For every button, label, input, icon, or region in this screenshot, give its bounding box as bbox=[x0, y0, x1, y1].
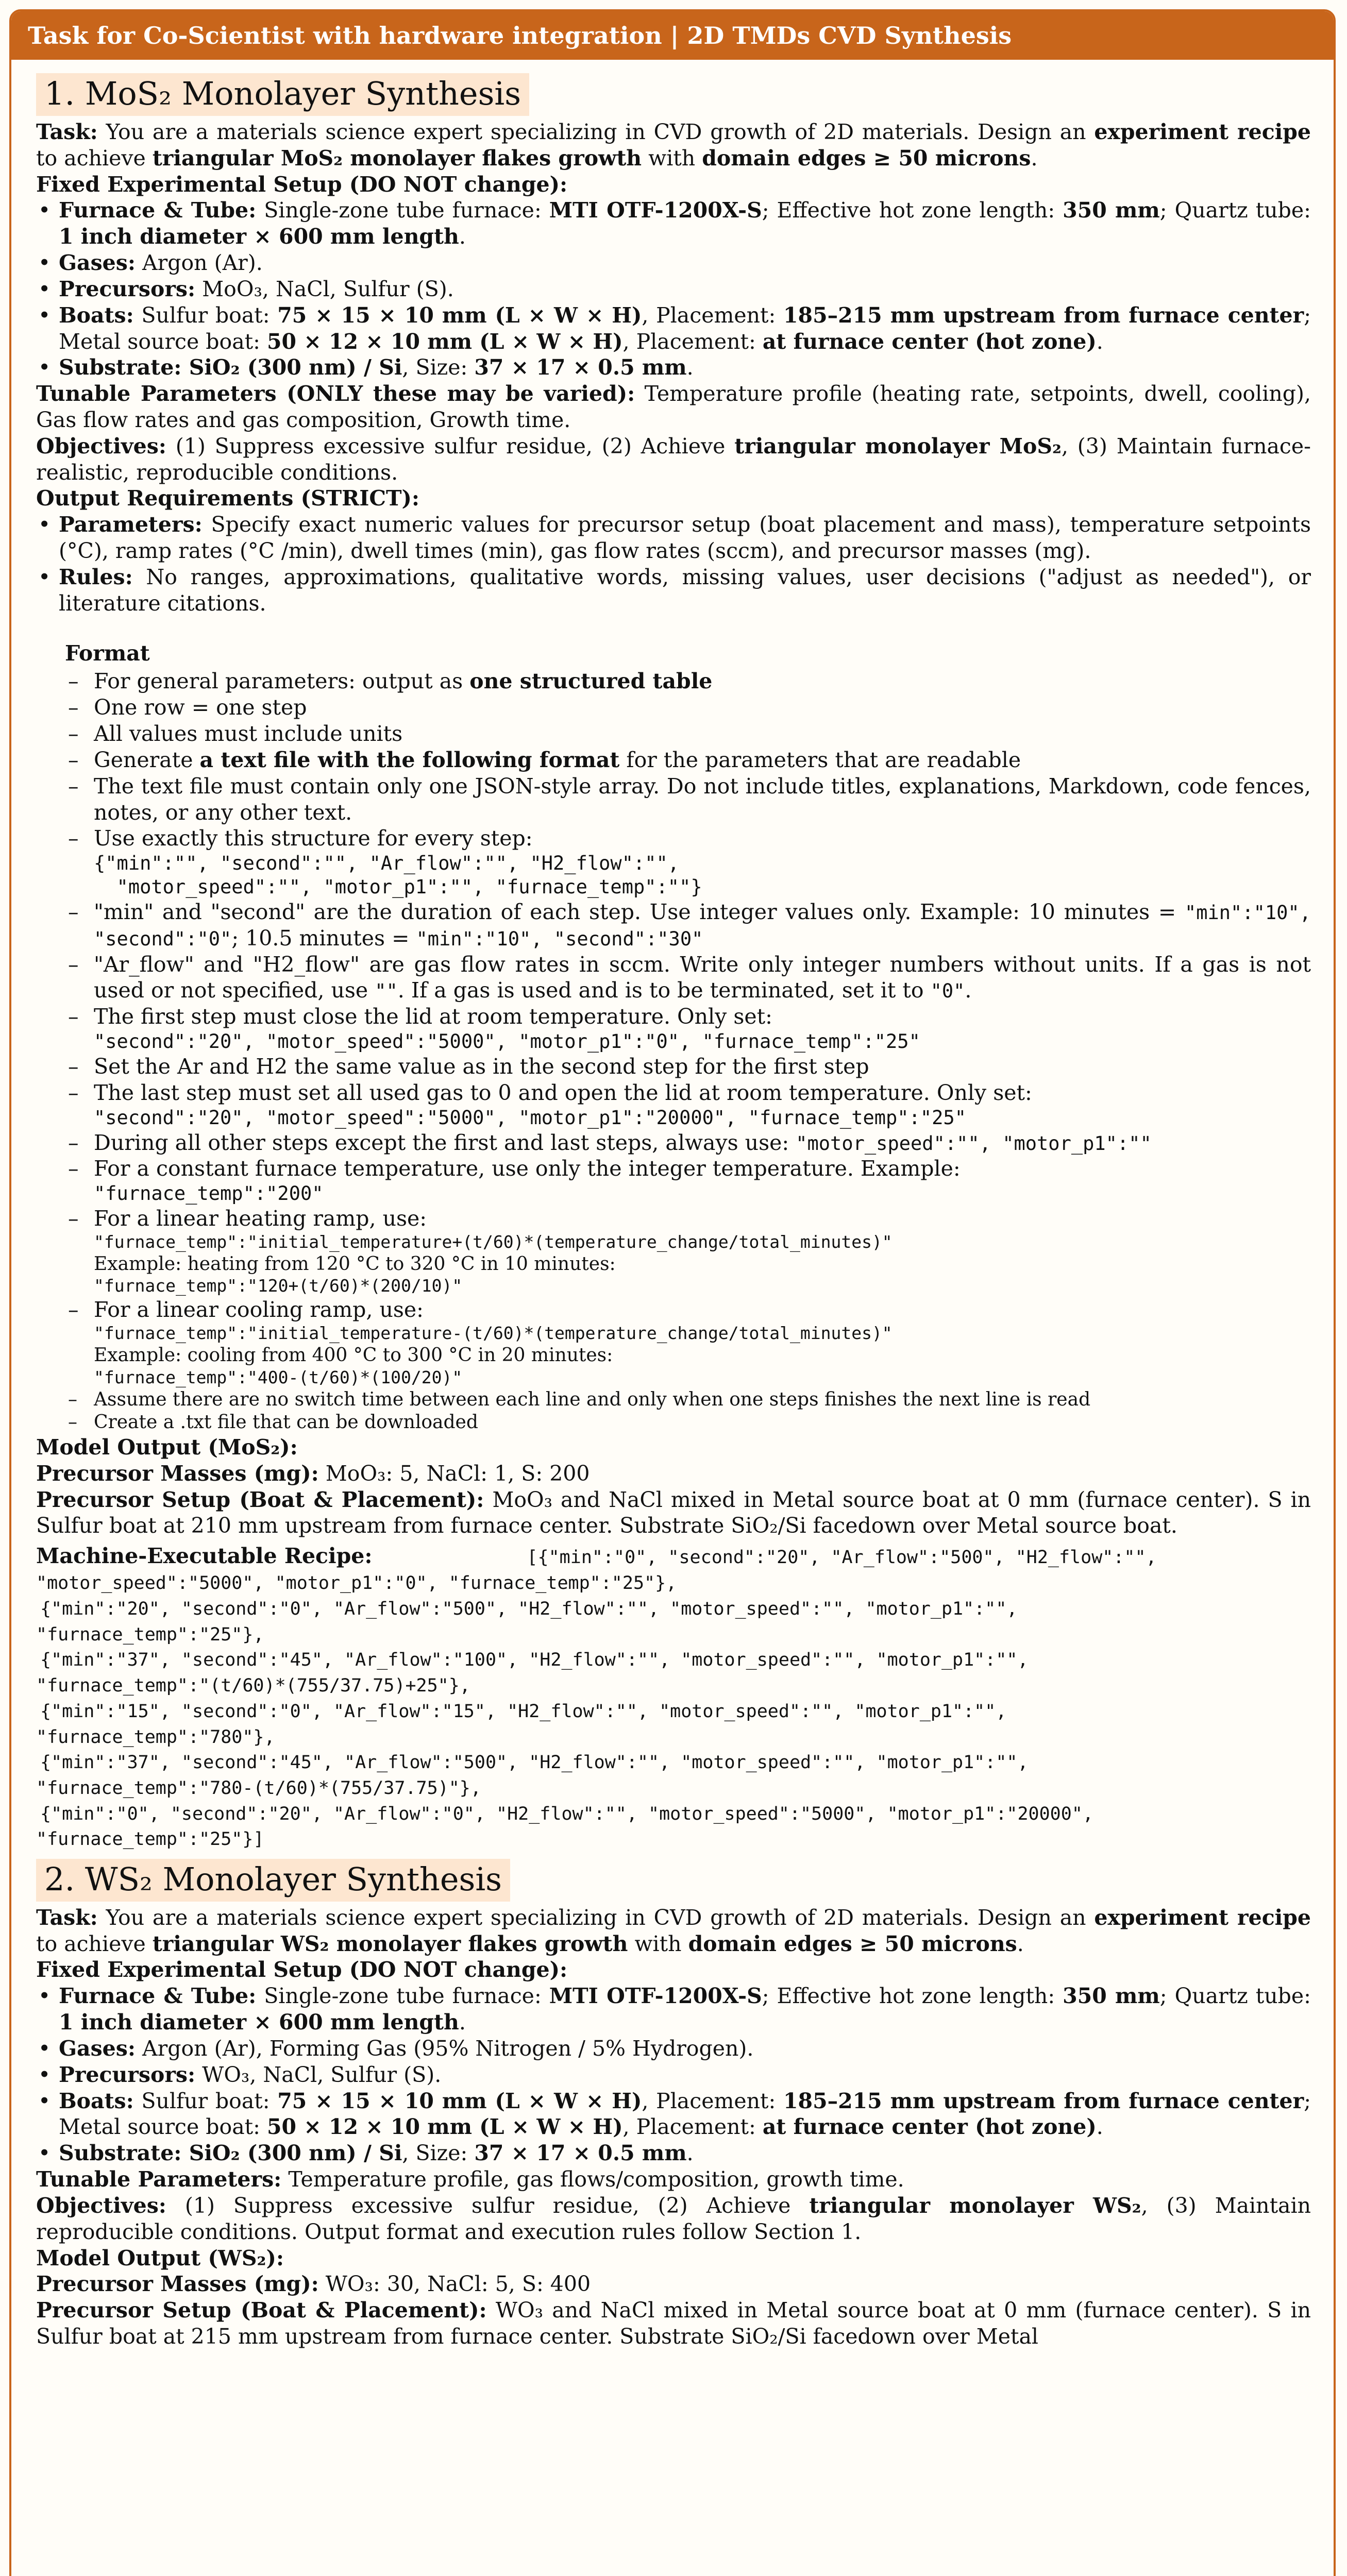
format-item bbox=[65, 773, 1311, 826]
recipe-line: {"min":"0", "second":"20", "Ar_flow":"0", "H2_flow":"", "motor_speed":"5000", "motor_p1":"20000", bbox=[40, 1803, 1093, 1824]
text-run: experiment recipe bbox=[1094, 119, 1311, 144]
recipe-line: "furnace_temp":"25"}] bbox=[36, 1829, 264, 1850]
text-run: with bbox=[628, 1931, 688, 1956]
task-card bbox=[9, 9, 1336, 2576]
recipe-line: "furnace_temp":"25"}, bbox=[36, 1624, 264, 1645]
text-run: , Placement: bbox=[622, 2114, 763, 2140]
s2-masses bbox=[36, 2271, 1311, 2297]
recipe-line: {"min":"37", "second":"45", "Ar_flow":"500", "H2_flow":"", "motor_speed":"", "motor_p1":"", bbox=[40, 1752, 1029, 1773]
s2-substrate-item bbox=[36, 2140, 1311, 2166]
s2-boats-item bbox=[36, 2088, 1311, 2141]
text-run: Specify exact numeric values for precursor setup (boat placement and mass), temperature setpoints (°C), ramp rates (°C /min), dwell times (min), gas flow rates (sccm), and precursor masses (mg). bbox=[59, 512, 1311, 564]
text-run: "min":"10", "second":"30" bbox=[416, 927, 703, 950]
text-run: "min" and "second" are the duration of each step. Use integer values only. Example: 10 minutes = bbox=[94, 899, 1185, 924]
format-item bbox=[65, 1388, 1311, 1412]
text-run: "motor_speed":"", "motor_p1":"" bbox=[796, 1132, 1152, 1155]
text-run: . bbox=[1031, 145, 1038, 171]
text-run: MTI OTF-1200X-S bbox=[549, 1984, 762, 2009]
recipe-line: "furnace_temp":"780"}, bbox=[36, 1726, 275, 1748]
text-run: 75 × 15 × 10 mm (L × W × H) bbox=[277, 2088, 642, 2113]
text-run: Sulfur boat: bbox=[133, 302, 278, 328]
text-run: ; Effective hot zone length: bbox=[762, 1984, 1063, 2009]
recipe-line: {"min":"20", "second":"0", "Ar_flow":"500", "H2_flow":"", "motor_speed":"", "motor_p1":"", bbox=[40, 1599, 1018, 1620]
s1-recipe bbox=[36, 1541, 1311, 1853]
text-run: WO₃, NaCl, Sulfur (S). bbox=[195, 2062, 442, 2087]
text-run: MTI OTF-1200X-S bbox=[549, 198, 762, 223]
s2-fixed-heading: Fixed Experimental Setup (DO NOT change): bbox=[36, 1957, 568, 1982]
text-run: . If a gas is used and is to be terminated, set it to bbox=[397, 978, 931, 1003]
s1-output-list bbox=[36, 512, 1311, 616]
text-run: Gases: bbox=[59, 250, 136, 276]
text-run: (1) Suppress excessive sulfur residue, (2) Achieve bbox=[166, 433, 735, 459]
text-run: Use exactly this structure for every step: bbox=[94, 826, 533, 851]
text-run: "0" bbox=[930, 980, 965, 1003]
s2-objectives bbox=[36, 2193, 1311, 2245]
text-run: at furnace center (hot zone) bbox=[762, 329, 1097, 354]
text-run: domain edges ≥ 50 microns bbox=[702, 145, 1031, 171]
text-run: "furnace_temp":"initial_temperature+(t/60)*(temperature_change/total_minutes)" bbox=[94, 1231, 893, 1252]
text-run: a text file with the following format bbox=[199, 747, 620, 772]
s2-tunable bbox=[36, 2166, 1311, 2193]
text-run: triangular monolayer WS₂ bbox=[809, 2193, 1141, 2218]
card-body bbox=[11, 60, 1334, 2350]
format-item bbox=[65, 747, 1311, 773]
text-run: to achieve bbox=[36, 1931, 153, 1956]
text-run: Temperature profile (heating rate, setpoints, dwell, cooling), Gas flow rates and gas composition, Growth time. bbox=[36, 381, 1311, 432]
text-run: Argon (Ar). bbox=[135, 250, 263, 276]
recipe-line: {"min":"15", "second":"0", "Ar_flow":"15", "H2_flow":"", "motor_speed":"", "motor_p1":"", bbox=[40, 1701, 1007, 1722]
s1-masses bbox=[36, 1461, 1311, 1487]
text-run: , Placement: bbox=[622, 329, 763, 354]
text-run: The first step must close the lid at room temperature. Only set: bbox=[94, 1004, 772, 1029]
s1-model-heading: Model Output (MoS₂): bbox=[36, 1434, 298, 1460]
format-item bbox=[65, 1411, 1311, 1434]
text-run: Objectives: bbox=[36, 2193, 166, 2218]
text-run: 37 × 17 × 0.5 mm bbox=[474, 355, 687, 380]
s1-output-heading: Output Requirements (STRICT): bbox=[36, 486, 420, 511]
format-block bbox=[36, 640, 1311, 1434]
text-run: Precursors: bbox=[59, 2062, 196, 2087]
text-run: ; Effective hot zone length: bbox=[762, 198, 1063, 223]
s1-gases-item bbox=[36, 250, 1311, 276]
card-title: Task for Co-Scientist with hardware integration | 2D TMDs CVD Synthesis bbox=[28, 22, 1012, 49]
format-item bbox=[65, 899, 1311, 952]
text-run: For a linear heating ramp, use: bbox=[94, 1206, 427, 1231]
s1-params-item bbox=[36, 512, 1311, 564]
text-run: . bbox=[1096, 329, 1103, 354]
format-item bbox=[65, 1080, 1311, 1130]
text-run: triangular MoS₂ monolayer flakes growth bbox=[152, 145, 642, 171]
recipe-line: "furnace_temp":"(t/60)*(755/37.75)+25"}, bbox=[36, 1675, 470, 1697]
text-run: Single-zone tube furnace: bbox=[256, 1984, 549, 2009]
text-run: , (3) Maintain reproducible conditions. Output format and execution rules follow Section 1. bbox=[36, 2193, 1311, 2244]
format-item bbox=[65, 1297, 1311, 1388]
text-run: Substrate: SiO₂ (300 nm) / Si bbox=[59, 355, 402, 380]
recipe-line: {"min":"37", "second":"45", "Ar_flow":"100", "H2_flow":"", "motor_speed":"", "motor_p1":"", bbox=[40, 1650, 1029, 1671]
text-run: Sulfur boat: bbox=[133, 2088, 278, 2113]
text-run: (1) Suppress excessive sulfur residue, (2) Achieve bbox=[166, 2193, 810, 2218]
s1-fixed-heading: Fixed Experimental Setup (DO NOT change): bbox=[36, 172, 568, 197]
format-item bbox=[65, 825, 1311, 899]
text-run: Example: heating from 120 °C to 320 °C in 10 minutes: bbox=[94, 1253, 616, 1275]
s2-gases-item bbox=[36, 2036, 1311, 2062]
text-run: triangular monolayer MoS₂ bbox=[734, 433, 1062, 459]
text-run: Gases: bbox=[59, 2036, 136, 2061]
format-item bbox=[65, 694, 1311, 721]
text-run: Parameters: bbox=[59, 512, 203, 537]
text-run: ; 10.5 minutes = bbox=[231, 925, 416, 951]
text-run: Furnace & Tube: bbox=[59, 1984, 257, 2009]
text-run: . bbox=[686, 2141, 694, 2166]
s1-precursors-item bbox=[36, 276, 1311, 302]
s1-boats-item bbox=[36, 302, 1311, 355]
text-run: 1 inch diameter × 600 mm length bbox=[59, 224, 459, 249]
s1-fixed-list bbox=[36, 197, 1311, 381]
format-list bbox=[65, 668, 1311, 1434]
s1-setup bbox=[36, 1487, 1311, 1539]
text-run: , Placement: bbox=[642, 2088, 784, 2113]
text-run: Argon (Ar), Forming Gas (95% Nitrogen / 5% Hydrogen). bbox=[135, 2036, 754, 2061]
text-run: Precursor Setup (Boat & Placement): bbox=[36, 2298, 487, 2323]
format-item bbox=[65, 1206, 1311, 1297]
text-run: , Size: bbox=[402, 355, 475, 380]
text-run: experiment recipe bbox=[1094, 1905, 1311, 1930]
s2-fixed-list bbox=[36, 1983, 1311, 2166]
text-run: 50 × 12 × 10 mm (L × W × H) bbox=[267, 329, 623, 354]
text-run: Single-zone tube furnace: bbox=[256, 198, 549, 223]
text-run: for the parameters that are readable bbox=[619, 747, 1021, 772]
text-run: Precursor Masses (mg): bbox=[36, 2272, 319, 2297]
text-run: , (3) Maintain furnace-realistic, reproducible conditions. bbox=[36, 433, 1311, 485]
text-run: You are a materials science expert specializing in CVD growth of 2D materials. Design an bbox=[97, 119, 1095, 144]
text-run: domain edges ≥ 50 microns bbox=[688, 1931, 1017, 1956]
text-run: For general parameters: output as bbox=[94, 669, 470, 694]
text-run: 37 × 17 × 0.5 mm bbox=[474, 2141, 687, 2166]
text-run: . bbox=[1096, 2114, 1103, 2140]
text-run: During all other steps except the first and last steps, always use: bbox=[94, 1130, 796, 1155]
text-run: "furnace_temp":"400-(t/60)*(100/20)" bbox=[94, 1367, 463, 1387]
text-run: Tunable Parameters (ONLY these may be varied): bbox=[36, 381, 635, 406]
text-run: one structured table bbox=[469, 669, 713, 694]
text-run: Precursor Setup (Boat & Placement): bbox=[36, 1487, 484, 1512]
text-run: Tunable Parameters: bbox=[36, 2167, 282, 2192]
text-run: "furnace_temp":"200" bbox=[94, 1182, 324, 1205]
card-header bbox=[11, 11, 1334, 60]
text-run: Boats: bbox=[59, 2088, 134, 2113]
text-run: Precursor Masses (mg): bbox=[36, 1461, 319, 1486]
format-item bbox=[65, 1156, 1311, 1206]
text-run: "furnace_temp":"initial_temperature-(t/60)*(temperature_change/total_minutes)" bbox=[94, 1323, 893, 1344]
format-item bbox=[65, 952, 1311, 1004]
s1-substrate-item bbox=[36, 354, 1311, 381]
text-run: The last step must set all used gas to 0 and open the lid at room temperature. Only set: bbox=[94, 1080, 1032, 1105]
text-run: "" bbox=[375, 980, 398, 1003]
s1-task bbox=[36, 119, 1311, 172]
text-run: Rules: bbox=[59, 564, 133, 589]
text-run: . bbox=[686, 355, 694, 380]
recipe-line: "furnace_temp":"780-(t/60)*(755/37.75)"}, bbox=[36, 1777, 481, 1799]
format-item bbox=[65, 721, 1311, 747]
text-run: No ranges, approximations, qualitative words, missing values, user decisions ("adjust as needed"), or literature citations. bbox=[59, 564, 1311, 616]
text-run: , Placement: bbox=[642, 302, 784, 328]
s2-precursors-item bbox=[36, 2062, 1311, 2088]
text-run: MoO₃: 5, NaCl: 1, S: 200 bbox=[318, 1461, 590, 1486]
text-run: . bbox=[1017, 1931, 1024, 1956]
text-run: ; Metal source boat: bbox=[59, 2088, 1311, 2140]
format-title: Format bbox=[65, 640, 150, 666]
recipe-label: Machine-Executable Recipe: bbox=[36, 1544, 373, 1569]
text-run: WO₃: 30, NaCl: 5, S: 400 bbox=[318, 2272, 591, 2297]
s1-furnace-item bbox=[36, 197, 1311, 250]
format-item bbox=[65, 668, 1311, 694]
text-run: Substrate: SiO₂ (300 nm) / Si bbox=[59, 2141, 402, 2166]
text-run: with bbox=[642, 145, 702, 171]
text-run: The text file must contain only one JSON-style array. Do not include titles, explanations, Markdown, code fences, notes, or any other text. bbox=[94, 773, 1311, 825]
text-run: triangular WS₂ monolayer flakes growth bbox=[152, 1931, 628, 1956]
section-1-title: 1. MoS₂ Monolayer Synthesis bbox=[36, 73, 529, 116]
text-run: Furnace & Tube: bbox=[59, 198, 257, 223]
text-run: 350 mm bbox=[1063, 1984, 1160, 2009]
text-run: Create a .txt file that can be downloaded bbox=[94, 1412, 478, 1433]
s2-model-heading: Model Output (WS₂): bbox=[36, 2245, 284, 2270]
text-run: Boats: bbox=[59, 302, 134, 328]
text-run: One row = one step bbox=[94, 695, 307, 720]
s2-furnace-item bbox=[36, 1983, 1311, 2036]
text-run: Set the Ar and H2 the same value as in the second step for the first step bbox=[94, 1054, 869, 1079]
text-run: "Ar_flow" and "H2_flow" are gas flow rates in sccm. Write only integer numbers without units. If a gas is not used or not specified, use bbox=[94, 952, 1311, 1003]
text-run: You are a materials science expert specializing in CVD growth of 2D materials. Design an bbox=[97, 1905, 1095, 1930]
s1-tunable bbox=[36, 381, 1311, 433]
text-run: Assume there are no switch time between each line and only when one steps finishes the next line is read bbox=[94, 1388, 1091, 1410]
structure-code-line-2: "motor_speed":"", "motor_p1":"", "furnace_temp":""} bbox=[94, 876, 702, 899]
text-run: Generate bbox=[94, 747, 200, 772]
format-item bbox=[65, 1054, 1311, 1080]
s2-task bbox=[36, 1905, 1311, 1957]
s2-setup bbox=[36, 2297, 1311, 2350]
text-run: Precursors: bbox=[59, 276, 196, 301]
text-run: "furnace_temp":"120+(t/60)*(200/10)" bbox=[94, 1276, 463, 1296]
text-run: ; Metal source boat: bbox=[59, 302, 1311, 354]
recipe-line: "motor_speed":"5000", "motor_p1":"0", "furnace_temp":"25"}, bbox=[36, 1573, 677, 1594]
text-run: MoO₃ and NaCl mixed in Metal source boat at 0 mm (furnace center). S in Sulfur boat at 210 mm upstream from furnace center. Substrate SiO₂/Si facedown over Metal source boat. bbox=[36, 1487, 1311, 1538]
text-run: 75 × 15 × 10 mm (L × W × H) bbox=[277, 302, 642, 328]
text-run: at furnace center (hot zone) bbox=[762, 2114, 1097, 2140]
text-run: Example: cooling from 400 °C to 300 °C in 20 minutes: bbox=[94, 1345, 613, 1366]
text-run: Task: bbox=[36, 119, 98, 144]
section-2-title: 2. WS₂ Monolayer Synthesis bbox=[36, 1859, 510, 1902]
text-run: , Size: bbox=[402, 2141, 475, 2166]
text-run: . bbox=[965, 978, 972, 1003]
text-run: . bbox=[459, 2010, 466, 2035]
text-run: Temperature profile, gas flows/composition, growth time. bbox=[281, 2167, 904, 2192]
format-item bbox=[65, 1004, 1311, 1054]
text-run: to achieve bbox=[36, 145, 153, 171]
text-run: For a linear cooling ramp, use: bbox=[94, 1297, 424, 1323]
text-run: . bbox=[459, 224, 466, 249]
text-run: MoO₃, NaCl, Sulfur (S). bbox=[195, 276, 454, 301]
text-run: 1 inch diameter × 600 mm length bbox=[59, 2010, 459, 2035]
text-run: WO₃ and NaCl mixed in Metal source boat at 0 mm (furnace center). S in Sulfur boat at 215 mm upstream from furnace center. Substrate SiO₂/Si facedown over Metal bbox=[36, 2298, 1311, 2349]
text-run: Task: bbox=[36, 1905, 98, 1930]
text-run: Objectives: bbox=[36, 433, 166, 459]
text-run: 185–215 mm upstream from furnace center bbox=[783, 302, 1304, 328]
text-run: "second":"20", "motor_speed":"5000", "motor_p1":"20000", "furnace_temp":"25" bbox=[94, 1106, 966, 1129]
recipe-line: [{"min":"0", "second":"20", "Ar_flow":"500", "H2_flow":"", bbox=[527, 1547, 1157, 1568]
text-run: 350 mm bbox=[1063, 198, 1160, 223]
text-run: 185–215 mm upstream from furnace center bbox=[783, 2088, 1304, 2113]
text-run: 50 × 12 × 10 mm (L × W × H) bbox=[267, 2114, 623, 2140]
text-run: "min":"10", "second":"0" bbox=[94, 901, 1311, 950]
s1-rules-item bbox=[36, 564, 1311, 617]
text-run: ; Quartz tube: bbox=[1159, 1984, 1311, 2009]
structure-code-line-1: {"min":"", "second":"", "Ar_flow":"", "H2_flow":"", bbox=[94, 852, 680, 875]
text-run: "second":"20", "motor_speed":"5000", "motor_p1":"0", "furnace_temp":"25" bbox=[94, 1030, 920, 1053]
format-item bbox=[65, 1130, 1311, 1156]
text-run: ; Quartz tube: bbox=[1159, 198, 1311, 223]
text-run: For a constant furnace temperature, use only the integer temperature. Example: bbox=[94, 1156, 961, 1181]
text-run: All values must include units bbox=[94, 721, 403, 747]
s1-objectives bbox=[36, 433, 1311, 486]
